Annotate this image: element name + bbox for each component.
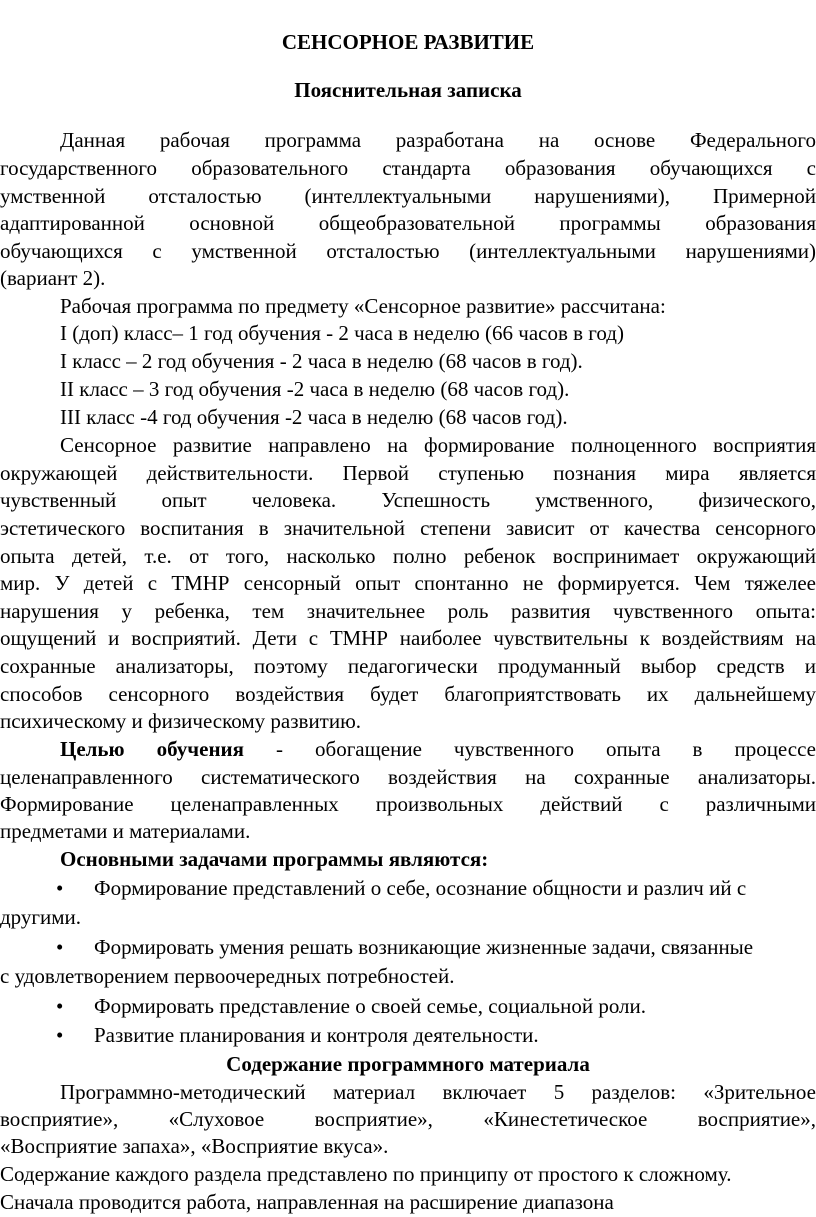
task-item: Формировать умения решать возникающие жизненные задачи, связанные xyxy=(94,935,754,959)
sensory-line: способов сенсорного воздействия будет благоприятствовать их дальнейшему xyxy=(0,682,816,706)
content-line: восприятие», «Слуховое восприятие», «Кинестетическое восприятие», xyxy=(0,1107,816,1131)
hours-intro: Рабочая программа по предмету «Сенсорное развитие» рассчитана: xyxy=(60,294,666,318)
bullet-icon: • xyxy=(56,876,64,900)
sensory-line: психическому и физическому развитию. xyxy=(0,709,362,733)
hours-line: I (доп) класс– 1 год обучения - 2 часа в неделю (66 часов в год) xyxy=(60,321,624,345)
sensory-line: эстетического воспитания в значительной степени зависит от качества сенсорного xyxy=(0,516,816,540)
sensory-line: чувственный опыт человека. Успешность умственного, физического, xyxy=(0,488,816,512)
document-subtitle: Пояснительная записка xyxy=(294,78,522,102)
bullet-icon: • xyxy=(56,994,64,1018)
document-title: СЕНСОРНОЕ РАЗВИТИЕ xyxy=(281,30,535,54)
content-line: Программно-методический материал включает 5 разделов: «Зрительное xyxy=(60,1080,816,1104)
hours-line: III класс -4 год обучения -2 часа в неделю (68 часов год). xyxy=(60,405,568,429)
intro-line: Данная рабочая программа разработана на основе Федерального xyxy=(60,128,816,152)
sensory-line: окружающей действительности. Первой ступенью познания мира является xyxy=(0,461,816,485)
sensory-line: Сенсорное развитие направлено на формирование полноценного восприятия xyxy=(60,433,816,457)
bullet-icon: • xyxy=(56,1023,64,1047)
goal-line: Формирование целенаправленных произвольных действий с различными xyxy=(0,792,816,816)
intro-line: адаптированной основной общеобразовательной программы образования xyxy=(0,211,816,235)
sensory-line: сохранные анализаторы, поэтому педагогически продуманный выбор средств и xyxy=(0,654,816,678)
sensory-line: опыта детей, т.е. от того, насколько полно ребенок воспринимает окружающий xyxy=(0,544,816,568)
goal-line: предметами и материалами. xyxy=(0,819,251,843)
sensory-line: ощущений и восприятий. Дети с ТМНР наиболее чувствительны к воздействиям на xyxy=(0,626,816,650)
content-line: «Восприятие запаха», «Восприятие вкуса». xyxy=(0,1134,389,1158)
goal-text: - обогащение чувственного опыта в процессе xyxy=(244,737,816,761)
content-heading: Содержание программного материала xyxy=(226,1052,590,1076)
closing-line: Содержание каждого раздела представлено по принципу от простого к сложному. xyxy=(0,1162,732,1186)
task-item-cont: с удовлетворением первоочередных потребностей. xyxy=(0,964,455,988)
task-item: Формирование представлений о себе, осознание общности и различ ий с xyxy=(94,876,747,900)
sensory-line: мир. У детей с ТМНР сенсорный опыт спонтанно не формируется. Чем тяжелее xyxy=(0,571,816,595)
goal-label: Целью обучения xyxy=(60,737,245,761)
task-item-cont: другими. xyxy=(0,905,82,929)
task-item: Развитие планирования и контроля деятельности. xyxy=(94,1023,539,1047)
goal-line: целенаправленного систематического воздействия на сохранные анализаторы. xyxy=(0,765,816,789)
hours-line: II класс – 3 год обучения -2 часа в неделю (68 часов год). xyxy=(60,377,570,401)
intro-line: государственного образовательного стандарта образования обучающихся с xyxy=(0,156,816,180)
task-item: Формировать представление о своей семье, социальной роли. xyxy=(94,994,647,1018)
goal-line xyxy=(0,736,816,764)
hours-line: I класс – 2 год обучения - 2 часа в неделю (68 часов в год). xyxy=(60,349,583,373)
closing-line: Сначала проводится работа, направленная на расширение диапазона xyxy=(0,1190,614,1214)
tasks-heading: Основными задачами программы являются: xyxy=(60,847,489,871)
intro-line: обучающихся с умственной отсталостью (интеллектуальными нарушениями) xyxy=(0,239,816,263)
sensory-line: нарушения у ребенка, тем значительнее роль развития чувственного опыта: xyxy=(0,599,816,623)
intro-line: умственной отсталостью (интеллектуальными нарушениями), Примерной xyxy=(0,184,816,208)
bullet-icon: • xyxy=(56,935,64,959)
intro-line: (вариант 2). xyxy=(0,266,106,290)
